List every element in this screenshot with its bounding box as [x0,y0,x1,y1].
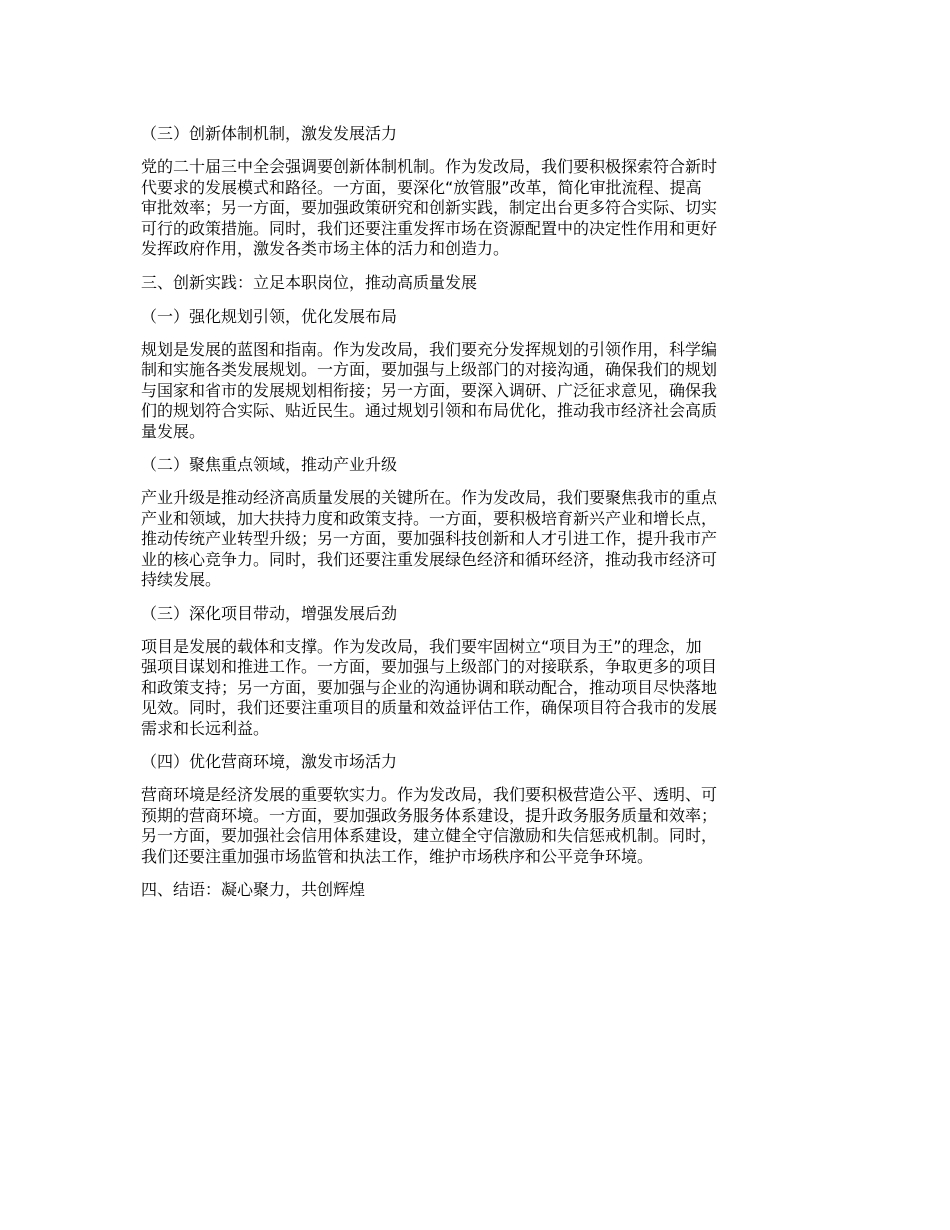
text-line: 发挥政府作用，激发各类市场主体的活力和创造力。 [141,239,510,258]
text-line: 推动传统产业转型升级；另一方面，要加强科技创新和人才引进工作，提升我市产 [141,529,718,548]
text-line: 代要求的发展模式和路径。一方面，要深化“放管服”改革，简化审批流程、提高 [141,177,702,197]
section-heading: （二）聚焦重点领域，推动产业升级 [141,455,398,474]
section-heading: （三）创新体制机制，激发发展活力 [141,124,398,143]
text-line: 另一方面，要加强社会信用体系建设，建立健全守信激励和失信惩戒机制。同时， [141,826,718,845]
text-line: 量发展。 [141,421,206,441]
text-line: 审批效率；另一方面，要加强政策研究和创新实践，制定出台更多符合实际、切实 [141,198,718,217]
paragraph [141,488,813,591]
text-line: 产业升级是推动经济高质量发展的关键所在。作为发改局，我们要聚焦我市的重点 [141,488,718,507]
text-line: 项目是发展的载体和支撑。作为发改局，我们要牢固树立“项目为王”的理念，加 [141,636,702,656]
paragraph [141,785,813,867]
paragraph [141,157,813,260]
text-line: 们的规划符合实际、贴近民生。通过规划引领和布局优化，推动我市经济社会高质 [141,401,718,420]
text-line: 营商环境是经济发展的重要软实力。作为发改局，我们要积极营造公平、透明、可 [141,785,718,804]
text-line: 产业和领域，加大扶持力度和政策支持。一方面，要积极培育新兴产业和增长点， [141,508,718,528]
document-body [141,123,813,913]
text-line: 制和实施各类发展规划。一方面，要加强与上级部门的对接沟通，确保我们的规划 [141,360,718,379]
section-heading: （一）强化规划引领，优化发展布局 [141,306,398,326]
text-line: 与国家和省市的发展规划相衔接；另一方面，要深入调研、广泛征求意见，确保我 [141,380,718,400]
text-line: 需求和长远利益。 [141,718,270,738]
section-heading: （三）深化项目带动，增强发展后劲 [141,603,398,623]
text-line: 我们还要注重加强市场监管和执法工作，维护市场秩序和公平竞争环境。 [141,846,654,866]
chapter-heading: 四、结语：凝心聚力，共创辉煌 [141,880,366,899]
text-line: 和政策支持；另一方面，要加强与企业的沟通协调和联动配合，推动项目尽快落地 [141,677,718,697]
paragraph [141,637,813,740]
section-heading: （四）优化营商环境，激发市场活力 [141,752,398,771]
text-line: 业的核心竞争力。同时，我们还要注重发展绿色经济和循环经济，推动我市经济可 [141,549,718,569]
text-line: 党的二十届三中全会强调要创新体制机制。作为发改局，我们要积极探索符合新时 [141,157,718,176]
text-line: 强项目谋划和推进工作。一方面，要加强与上级部门的对接联系，争取更多的项目 [141,657,718,676]
text-line: 持续发展。 [141,570,222,589]
chapter-heading: 三、创新实践：立足本职岗位，推动高质量发展 [141,272,478,292]
text-line: 规划是发展的蓝图和指南。作为发改局，我们要充分发挥规划的引领作用，科学编 [141,339,718,359]
paragraph [141,340,813,443]
text-line: 可行的政策措施。同时，我们还要注重发挥市场在资源配置中的决定性作用和更好 [141,218,718,238]
text-line: 见效。同时，我们还要注重项目的质量和效益评估工作，确保项目符合我市的发展 [141,698,718,717]
text-line: 预期的营商环境。一方面，要加强政务服务体系建设，提升政务服务质量和效率； [141,805,718,825]
